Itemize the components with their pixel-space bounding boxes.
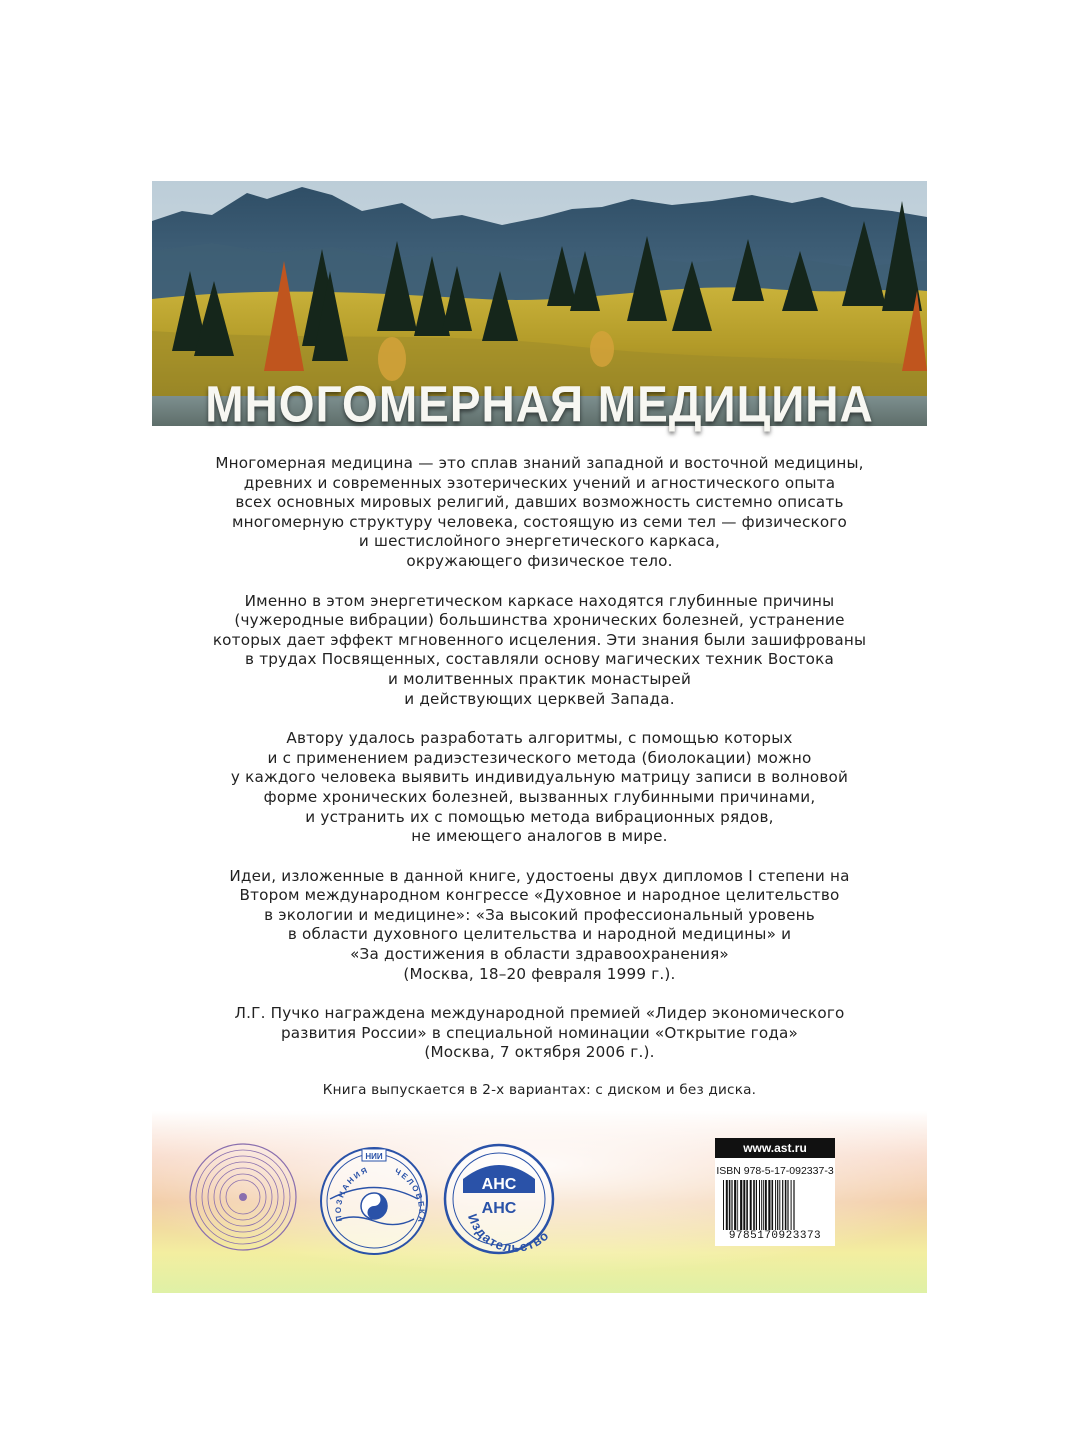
barcode-bars	[723, 1180, 829, 1230]
barcode-bar	[740, 1180, 742, 1230]
institute-left-arc-text: ПОЗНАНИЯ	[333, 1165, 371, 1223]
barcode-bar	[791, 1180, 792, 1230]
barcode-bar	[756, 1180, 757, 1230]
institute-right-arc-text: ЧЕЛОВЕКА	[393, 1166, 427, 1225]
institute-abbr: НИИ	[365, 1152, 383, 1161]
barcode-bar	[779, 1180, 780, 1230]
paragraph-5: Л.Г. Пучко награждена международной премией «Лидер экономического развития России» в специальной номинации «Открытие года» (Москва, 7 октября 2006 г.).	[234, 1004, 845, 1062]
barcode-bar	[777, 1180, 778, 1230]
barcode-bar	[750, 1180, 752, 1230]
barcode-bar	[734, 1180, 736, 1230]
barcode-bar	[737, 1180, 738, 1230]
publisher-abbr: АНС	[481, 1200, 517, 1217]
barcode-bar	[775, 1180, 776, 1230]
barcode-block	[715, 1138, 835, 1246]
yin-yang-emblem-icon	[321, 1148, 427, 1254]
barcode-bar	[782, 1180, 783, 1230]
paragraph-2: Именно в этом энергетическом каркасе находятся глубинные причины (чужеродные вибрации) большинства хронических болезней, устранение которых дает эффект мгновенного исцеления. Эти знания были зашифрованы в трудах Посвященных, составляли основу магических техник Востока и молитвенных практик монастырей и действующих церквей Запада.	[212, 591, 867, 708]
paragraph-3: Автору удалось разработать алгоритмы, с помощью которых и с применением радиэстезического метода (биолокации) можно у каждого человека выявить индивидуальную матрицу записи в волновой форме хронических болезней, вызванных глубинными причинами, и устранить их с помощью метода вибрационных рядов, не имеющего аналогов в мире.	[230, 729, 849, 846]
barcode-bar	[763, 1180, 764, 1230]
paragraph-1: Многомерная медицина — это сплав знаний западной и восточной медицины, древних и современных эзотерических учений и агностического опыта всех основных мировых религий, давших возможность системно описать многомерную структуру человека, состоящую из семи тел — физического и шестислойного энергетического каркаса, окружающего физическое тело.	[215, 454, 864, 570]
barcode-bar	[731, 1180, 732, 1230]
barcode-bar	[723, 1180, 724, 1230]
isbn-text: ISBN 978-5-17-092337-3	[716, 1165, 834, 1177]
barcode-bar	[743, 1180, 745, 1230]
ean-number: 9785170923373	[728, 1230, 822, 1242]
barcode-bar	[746, 1180, 748, 1230]
barcode-bar	[768, 1180, 770, 1230]
barcode-bar	[729, 1180, 731, 1230]
barcode-bar	[787, 1180, 788, 1230]
cover-title: МНОГОМЕРНАЯ МЕДИЦИНА	[205, 375, 874, 433]
barcode-bar	[759, 1180, 760, 1230]
barcode-bar	[793, 1180, 794, 1230]
paragraph-4: Идеи, изложенные в данной книге, удостоены двух дипломов I степени на Втором международном конгрессе «Духовное и народное целительство в экологии и медицине»: «За высокий профессиональный уровень в области духовного целительства и народной медицины» и «За достижения в области здравоохранения» (Москва, 18–20 февраля 1999 г.).	[229, 866, 850, 983]
barcode-bar	[772, 1180, 774, 1230]
publisher-website: www.ast.ru	[715, 1138, 835, 1158]
barcode-bar	[785, 1180, 787, 1230]
barcode-bar	[726, 1180, 728, 1230]
barcode-bar	[765, 1180, 767, 1230]
publisher-logo-mark: АНС	[481, 1176, 517, 1193]
publisher-emblem-icon	[445, 1145, 553, 1255]
book-back-cover	[152, 181, 927, 1293]
description-text	[182, 454, 897, 1101]
publisher-arc-text: Издательство	[464, 1211, 553, 1255]
cd-disc-icon	[190, 1144, 296, 1250]
barcode-bar	[753, 1180, 755, 1230]
edition-note: Книга выпускается в 2-х вариантах: с диском и без диска.	[322, 1082, 757, 1099]
barcode-bar	[761, 1180, 762, 1230]
